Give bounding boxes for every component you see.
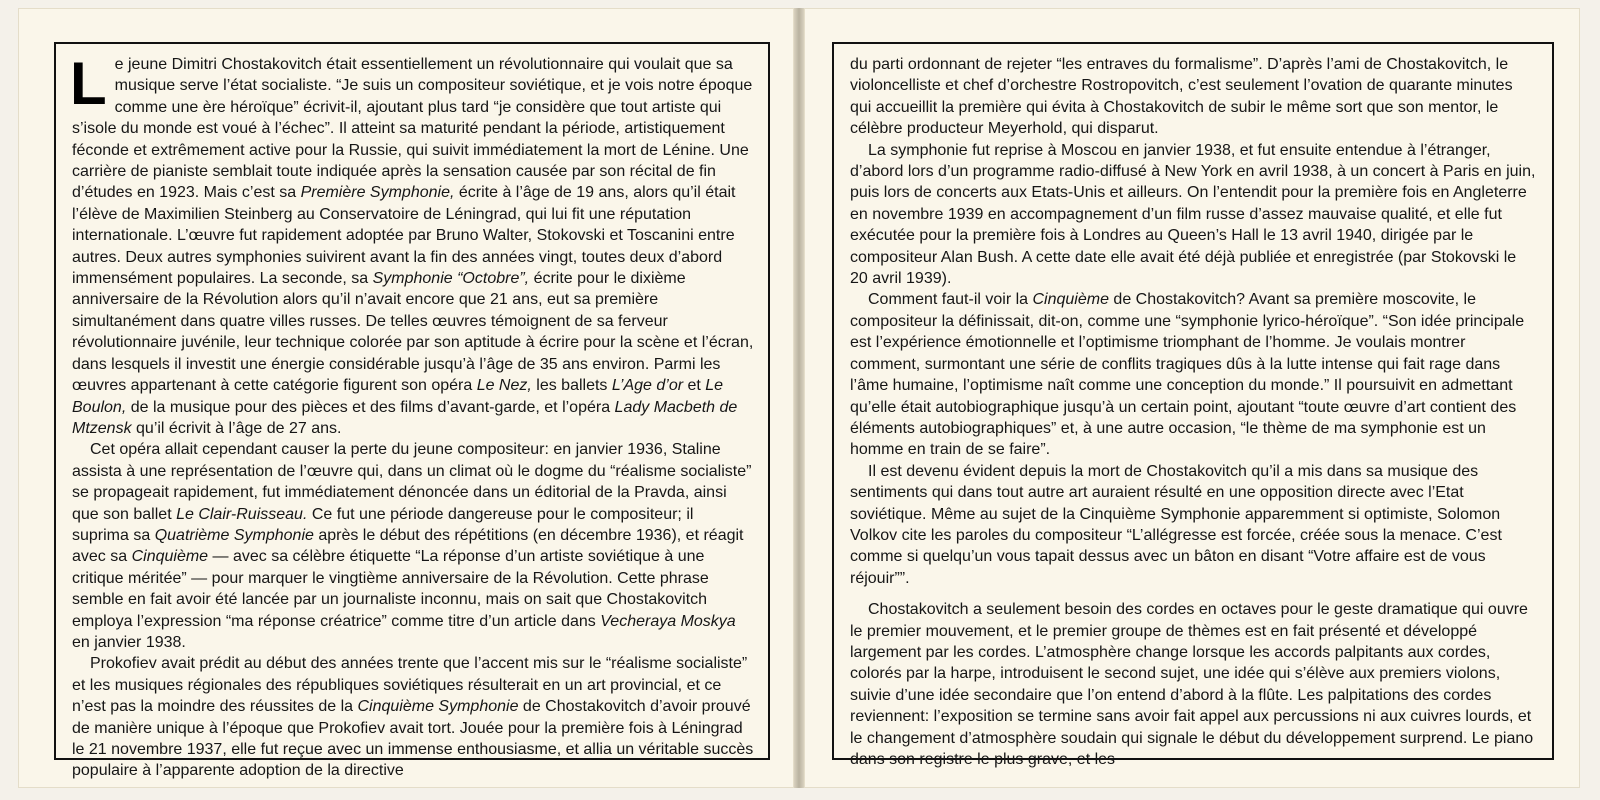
right-page xyxy=(804,8,1580,788)
left-paragraph-3 xyxy=(72,653,754,781)
italic-title: L’Age d’or xyxy=(611,377,684,395)
italic-title: Symphonie “Octobre”, xyxy=(372,270,530,288)
left-page xyxy=(18,8,794,788)
text-run: qu’il écrivit à l’âge de 27 ans. xyxy=(131,419,342,437)
right-text-frame xyxy=(832,42,1554,768)
text-run: Ce fut une période dangereuse pour le compositeur; il suprima sa xyxy=(72,505,694,544)
book-gutter xyxy=(794,8,804,788)
drop-cap: L xyxy=(70,50,107,117)
italic-title: Vecheraya Moskya xyxy=(600,612,736,630)
text-run: écrite à l’âge de 19 ans, alors qu’il était l’élève de Maximilien Steinberg au Conservatoire de Léningrad, qui lui fit une réputation internationale. L’œuvre fut rapidement adoptée par Bruno Walter, Stokovski et Toscanini entre autres. Deux autres symphonies suivirent avant la fin des années vingt, toutes deux d’abord immensément populaires. La seconde, sa xyxy=(72,184,736,288)
left-paragraph-1 xyxy=(70,50,754,439)
text-run: après le début des répétitions (en décembre 1936), et réagit avec sa xyxy=(72,526,744,566)
italic-title: Le Boulon, xyxy=(72,377,724,416)
text-run: e jeune Dimitri Chostakovitch était essentiellement un révolutionnaire qui voulait que sa musique serve l’état socialiste. “Je suis un compositeur soviétique, et je vois notre époque comme une ère héroïque” écrivit-il, ajoutant plus tard “je considère que tout artiste qui s’isole du monde est voué à l’échec”. Il atteint sa maturité pendant la période, artistiquement féconde et extrêmement active pour la Russie, qui suivit immédiatement la mort de Lénine. Une carrière de pianiste semblait toute indiquée après la sensation causée par son récital de fin d’études en 1923. Mais c’est sa xyxy=(72,56,753,202)
text-run: de Chostakovitch? Avant sa première moscovite, le compositeur la définissait, dit-on, comme une “symphonie lyrico-héroïque”. “Son idée principale est l’expérience émotionnelle et l’optimisme triomphant de l’homme. Je voulais montrer comment, surmontant une série de conflits tragiques dûs à la lutte intense qui fait rage dans l’âme humaine, l’optimisme naît comme une conception du monde.” Il poursuivit en admettant qu’elle était autobiographique jusqu’à un certain point, ajoutant “toute œuvre d’art contient des éléments autobiographiques” et, à une autre occasion, “le thème de ma symphonie est un homme en train de se faire”. xyxy=(850,291,1525,459)
italic-title: Cinquième xyxy=(131,548,209,566)
italic-title: Cinquième Symphonie xyxy=(357,698,519,716)
right-paragraph-5: Chostakovitch a seulement besoin des cordes en octaves pour le geste dramatique qui ouvre le premier mouvement, et le premier groupe de thèmes est en fait présenté et développé largement par les cordes. L’atmosphère change lorsque les accords palpitants aux cordes, colorés par la harpe, introduisent le second sujet, une idée qui s’élève aux premiers violons, suivie d’une idée secondaire que l’on entend d’abord à la flûte. Les palpitations des cordes reviennent: l’exposition se termine sans avoir fait appel aux percussions ni aux cuivres lourds, et le changement d’atmosphère soudain qui signale le début du développement surprend. Le piano dans son registre le plus grave, et les xyxy=(850,601,1534,768)
right-paragraph-2: La symphonie fut reprise à Moscou en janvier 1938, et fut ensuite entendue à l’étranger, d’abord lors d’un programme radio-diffusé à New York en avril 1938, à un concert à Paris en juin, puis lors de concerts aux Etats-Unis et ailleurs. On l’entendit pour la première fois en Angleterre en novembre 1939 en accompagnement d’un film russe d’assez mauvaise qualité, et elle fut exécutée pour la première fois à Londres au Queen’s Hall le 13 avril 1940, dirigée par le compositeur Alan Bush. A cette date elle avait été déjà publiée et enregistrée (par Stokovski le 20 avril 1939). xyxy=(850,141,1536,288)
italic-title: Cinquième xyxy=(1032,291,1109,309)
italic-title: Quatrième Symphonie xyxy=(154,526,314,544)
italic-title: Lady Macbeth de Mtzensk xyxy=(72,398,738,437)
text-run: de la musique pour des pièces et des films d’avant-garde, et l’opéra xyxy=(126,398,615,416)
italic-title: Le Clair-Ruisseau. xyxy=(176,505,308,523)
italic-title: Première Symphonie, xyxy=(300,184,455,202)
text-run: de Chostakovitch d’avoir prouvé de manière unique à l’époque que Prokofiev avait tort. Jouée pour la première fois à Léningrad le 21 novembre 1937, elle fut reçue avec un immense enthousiasme, et allia un véritable succès populaire à l’apparente adoption de la directive xyxy=(72,698,754,780)
text-run: — avec sa célèbre étiquette “La réponse d’un artiste soviétique à une critique méritée” — pour marquer le vingtième anniversaire de la Révolution. Cette phrase semble en fait avoir été lancée par un journaliste inconnu, mais on sait que Chostakovitch employa l’expression “ma réponse créatrice” comme titre d’un article dans xyxy=(72,548,709,630)
right-paragraph-4: Il est devenu évident depuis la mort de Chostakovitch qu’il a mis dans sa musique des sentiments qui dans tout autre art auraient résulté en une opposition directe avec l’Etat soviétique. Même au sujet de la Cinquième Symphonie apparemment si optimiste, Solomon Volkov cite les paroles du compositeur “L’allégresse est forcée, créée sous la menace. C’est comme si quelqu’un vous tapait dessus avec un bâton en disant “Votre affaire est de vous réjouir””. xyxy=(850,462,1502,587)
text-run: Prokofiev avait prédit au début des années trente que l’accent mis sur le “réalisme socialiste” et les musiques régionales des républiques soviétiques résulterait en un art provincial, et ce n’est pas la moindre des réussites de la xyxy=(72,655,748,716)
left-text-frame xyxy=(54,42,770,780)
text-run: Comment faut-il voir la xyxy=(868,291,1033,309)
right-paragraph-3 xyxy=(850,289,1538,460)
text-run: les ballets xyxy=(531,377,612,395)
text-run: écrite pour le dixième anniversaire de la Révolution alors qu’il n’avait encore que 21 ans, eut sa première simultanément dans quatre villes russes. De telles œuvres témoignent de sa ferveur révolutionnaire juvénile, leur technique colorée par son aptitude à écrire pour la scène et l’écran, dans lesquels il investit une énergie considérable jusqu’à l’âge de 35 ans environ. Parmi les œuvres appartenant à cette catégorie figurent son opéra xyxy=(72,270,754,395)
right-paragraph-1: du parti ordonnant de rejeter “les entraves du formalisme”. D’après l’ami de Chostakovitch, le violoncelliste et chef d’orchestre Rostropovitch, c’est seulement l’ovation de quarante minutes qui accueillit la première qui évita à Chostakovitch de subir le même sort que son mentor, le célèbre producteur Meyerhold, qui disparut. xyxy=(850,56,1513,138)
text-run: en janvier 1938. xyxy=(72,633,186,651)
text-run: et xyxy=(683,377,706,395)
left-paragraph-2 xyxy=(72,439,754,653)
text-run: Cet opéra allait cependant causer la perte du jeune compositeur: en janvier 1936, Staline assista à une représentation de l’œuvre qui, dans un climat où le dogme du “réalisme socialiste” se propageait rapidement, fut immédiatement dénoncée dans un éditorial de la Pravda, ainsi que son ballet xyxy=(72,441,752,523)
italic-title: Le Nez, xyxy=(476,377,532,395)
